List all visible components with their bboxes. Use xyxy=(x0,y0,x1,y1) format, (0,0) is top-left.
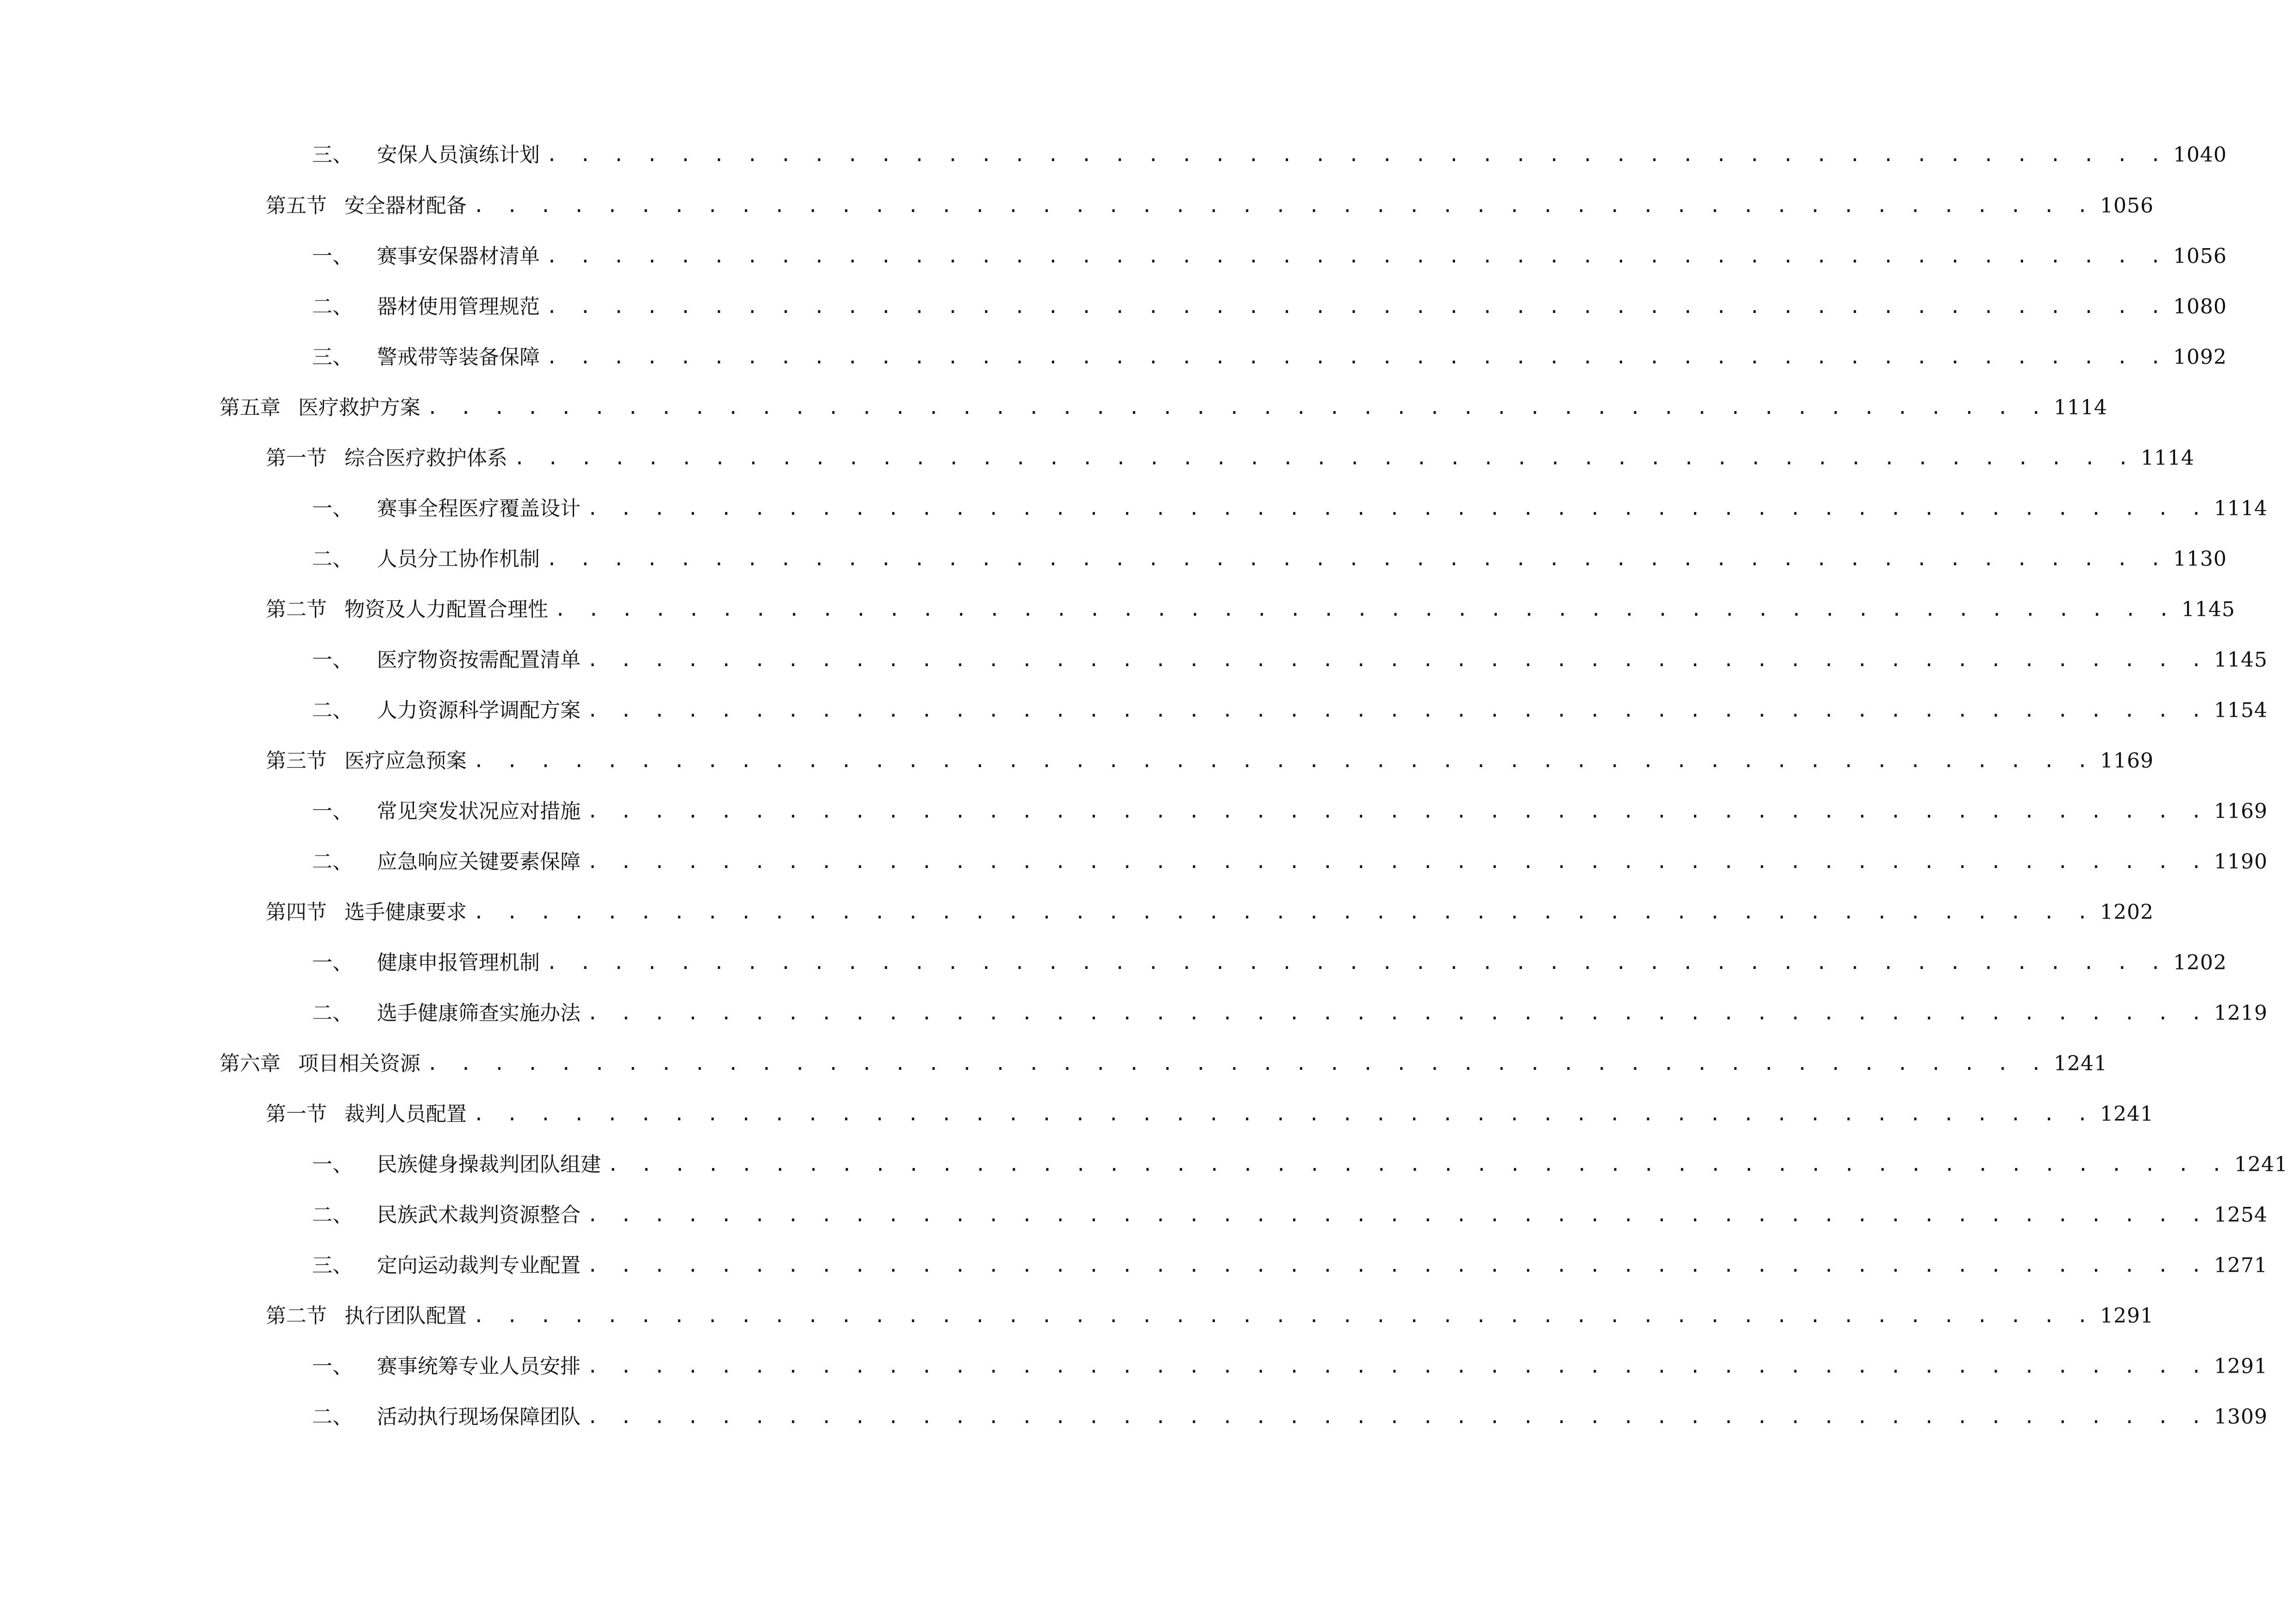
dot-leader: . . . . . . . . . . . . . . . . . . . . . . . . . . . . . . . . . . . . . . . . . . . . . . . . . xyxy=(546,296,2167,318)
toc-entry-number: 一、 xyxy=(312,1355,353,1378)
dot-leader: . . . . . . . . . . . . . . . . . . . . . . . . . . . . . . . . . . . . . . . . . . . . . . . . . xyxy=(473,1305,2094,1327)
toc-entry-number: 第二节 xyxy=(266,598,327,621)
dot-leader: . . . . . . . . . . . . . . . . . . . . . . . . . . . . . . . . . . . . . . . . . . . . . . . . . xyxy=(546,549,2167,570)
toc-entry[interactable] xyxy=(312,541,2227,578)
toc-entry-number: 第二节 xyxy=(266,1304,327,1328)
toc-page-number: 1154 xyxy=(2213,699,2268,722)
toc-entry-title: 医疗应急预案 xyxy=(344,749,467,773)
toc-page-number: 1202 xyxy=(2173,951,2227,974)
toc-entry-title: 物资及人力配置合理性 xyxy=(344,598,548,621)
dot-leader: . . . . . . . . . . . . . . . . . . . . . . . . . . . . . . . . . . . . . . . . . . . . . . . . . xyxy=(546,246,2167,267)
toc-entry-number: 第五章 xyxy=(219,396,281,419)
toc-entry-number: 二、 xyxy=(312,547,353,571)
toc-page-number: 1040 xyxy=(2173,143,2227,167)
toc-entry-number: 二、 xyxy=(312,1405,353,1429)
dot-leader: . . . . . . . . . . . . . . . . . . . . . . . . . . . . . . . . . . . . . . . . . . . . . . . . . xyxy=(473,1104,2094,1125)
toc-page-number: 1056 xyxy=(2173,244,2227,268)
toc-page-number: 1190 xyxy=(2213,850,2268,874)
dot-leader: . . . . . . . . . . . . . . . . . . . . . . . . . . . . . . . . . . . . . . . . . . . . . . . . . xyxy=(587,1205,2207,1226)
toc-entry-title: 民族健身操裁判团队组建 xyxy=(377,1153,601,1176)
toc-page-number: 1241 xyxy=(2100,1102,2154,1126)
toc-page-number: 1130 xyxy=(2173,547,2227,571)
toc-page-number: 1241 xyxy=(2053,1052,2107,1075)
toc-entry[interactable] xyxy=(312,642,2268,679)
toc-entry-title: 警戒带等装备保障 xyxy=(377,345,540,369)
toc-page-number: 1056 xyxy=(2100,194,2154,218)
toc-entry-title: 执行团队配置 xyxy=(344,1304,467,1328)
toc-page-number: 1092 xyxy=(2173,345,2227,369)
dot-leader: . . . . . . . . . . . . . . . . . . . . . . . . . . . . . . . . . . . . . . . . . . . . . . . . . xyxy=(587,1356,2207,1377)
dot-leader: . . . . . . . . . . . . . . . . . . . . . . . . . . . . . . . . . . . . . . . . . . . . . . . . . xyxy=(514,448,2134,469)
toc-page-number: 1291 xyxy=(2213,1355,2268,1378)
toc-entry-number: 三、 xyxy=(312,143,353,167)
dot-leader: . . . . . . . . . . . . . . . . . . . . . . . . . . . . . . . . . . . . . . . . . . . . . . . . . xyxy=(427,1053,2047,1074)
toc-entry[interactable] xyxy=(312,1146,2288,1183)
toc-page-number: 1254 xyxy=(2213,1203,2268,1227)
toc-entry-title: 选手健康筛查实施办法 xyxy=(377,1001,581,1025)
toc-entry-title: 常见突发状况应对措施 xyxy=(377,800,581,823)
toc-page-number: 1309 xyxy=(2213,1405,2268,1429)
toc-entry[interactable] xyxy=(312,1197,2268,1234)
toc-entry[interactable] xyxy=(312,1247,2268,1284)
toc-entry-number: 一、 xyxy=(312,497,353,520)
toc-entry-title: 器材使用管理规范 xyxy=(377,295,540,319)
toc-entry-number: 三、 xyxy=(312,1254,353,1277)
dot-leader: . . . . . . . . . . . . . . . . . . . . . . . . . . . . . . . . . . . . . . . . . . . . . . . . . xyxy=(546,144,2167,166)
toc-page-number: 1241 xyxy=(2234,1153,2288,1176)
dot-leader: . . . . . . . . . . . . . . . . . . . . . . . . . . . . . . . . . . . . . . . . . . . . . . . . . xyxy=(546,347,2167,368)
toc-page-number: 1202 xyxy=(2100,900,2154,924)
toc-entry-title: 项目相关资源 xyxy=(298,1052,420,1075)
toc-page-number: 1145 xyxy=(2213,648,2268,672)
toc-entry[interactable] xyxy=(312,995,2268,1032)
toc-entry[interactable] xyxy=(219,389,2107,426)
toc-entry-number: 二、 xyxy=(312,1001,353,1025)
toc-page-number: 1169 xyxy=(2213,800,2268,823)
toc-entry-title: 赛事统筹专业人员安排 xyxy=(377,1355,581,1378)
toc-entry-title: 活动执行现场保障团队 xyxy=(377,1405,581,1429)
toc-entry-title: 选手健康要求 xyxy=(344,900,467,924)
dot-leader: . . . . . . . . . . . . . . . . . . . . . . . . . . . . . . . . . . . . . . . . . . . . . . . . . xyxy=(587,498,2207,519)
toc-entry-number: 一、 xyxy=(312,244,353,268)
toc-entry-number: 第一节 xyxy=(266,1102,327,1126)
toc-entry-number: 第六章 xyxy=(219,1052,281,1075)
toc-entry-number: 一、 xyxy=(312,951,353,974)
toc-entry-number: 一、 xyxy=(312,1153,353,1176)
dot-leader: . . . . . . . . . . . . . . . . . . . . . . . . . . . . . . . . . . . . . . . . . . . . . . . . . xyxy=(473,750,2094,772)
toc-entry[interactable] xyxy=(312,238,2227,275)
dot-leader: . . . . . . . . . . . . . . . . . . . . . . . . . . . . . . . . . . . . . . . . . . . . . . . . . xyxy=(607,1154,2228,1175)
dot-leader: . . . . . . . . . . . . . . . . . . . . . . . . . . . . . . . . . . . . . . . . . . . . . . . . . xyxy=(473,195,2094,217)
dot-leader: . . . . . . . . . . . . . . . . . . . . . . . . . . . . . . . . . . . . . . . . . . . . . . . . . xyxy=(587,851,2207,873)
toc-entry[interactable] xyxy=(266,591,2235,628)
toc-page-number: 1114 xyxy=(2213,497,2268,520)
toc-entry-title: 定向运动裁判专业配置 xyxy=(377,1254,581,1277)
toc-entry[interactable] xyxy=(312,339,2227,376)
toc-entry[interactable] xyxy=(312,793,2268,830)
toc-page-number: 1145 xyxy=(2181,598,2235,621)
toc-entry-title: 安全器材配备 xyxy=(344,194,467,218)
toc-entry-title: 裁判人员配置 xyxy=(344,1102,467,1126)
toc-entry[interactable] xyxy=(312,843,2268,881)
toc-entry[interactable] xyxy=(266,1096,2154,1133)
toc-entry[interactable] xyxy=(266,1298,2154,1335)
toc-entry-number: 第五节 xyxy=(266,194,327,218)
toc-entry[interactable] xyxy=(312,137,2227,174)
dot-leader: . . . . . . . . . . . . . . . . . . . . . . . . . . . . . . . . . . . . . . . . . . . . . . . . . xyxy=(587,1255,2207,1276)
toc-entry[interactable] xyxy=(266,187,2154,225)
toc-entry-number: 一、 xyxy=(312,800,353,823)
toc-page-number: 1291 xyxy=(2100,1304,2154,1328)
toc-page-number: 1114 xyxy=(2053,396,2107,419)
toc-entry[interactable] xyxy=(312,1348,2268,1385)
dot-leader: . . . . . . . . . . . . . . . . . . . . . . . . . . . . . . . . . . . . . . . . . . . . . . . . . xyxy=(587,1406,2207,1428)
toc-entry-title: 民族武术裁判资源整合 xyxy=(377,1203,581,1227)
toc-entry-number: 第四节 xyxy=(266,900,327,924)
toc-page-number: 1114 xyxy=(2140,446,2194,470)
toc-entry-number: 二、 xyxy=(312,699,353,722)
dot-leader: . . . . . . . . . . . . . . . . . . . . . . . . . . . . . . . . . . . . . . . . . . . . . . . . . xyxy=(473,902,2094,923)
toc-entry-title: 人员分工协作机制 xyxy=(377,547,540,571)
toc-entry[interactable] xyxy=(312,692,2268,729)
toc-entry-number: 一、 xyxy=(312,648,353,672)
toc-entry-title: 医疗物资按需配置清单 xyxy=(377,648,581,672)
toc-entry-title: 赛事全程医疗覆盖设计 xyxy=(377,497,581,520)
toc-entry-title: 人力资源科学调配方案 xyxy=(377,699,581,722)
toc-entry[interactable] xyxy=(312,1399,2268,1436)
toc-entry[interactable] xyxy=(266,440,2194,477)
toc-entry-title: 赛事安保器材清单 xyxy=(377,244,540,268)
toc-entry-number: 二、 xyxy=(312,295,353,319)
dot-leader: . . . . . . . . . . . . . . . . . . . . . . . . . . . . . . . . . . . . . . . . . . . . . . . . . xyxy=(587,700,2207,721)
toc-entry-title: 医疗救护方案 xyxy=(298,396,420,419)
dot-leader: . . . . . . . . . . . . . . . . . . . . . . . . . . . . . . . . . . . . . . . . . . . . . . . . . xyxy=(587,801,2207,822)
toc-entry-number: 第一节 xyxy=(266,446,327,470)
toc-entry[interactable] xyxy=(266,894,2154,931)
toc-page-number: 1219 xyxy=(2213,1001,2268,1025)
dot-leader: . . . . . . . . . . . . . . . . . . . . . . . . . . . . . . . . . . . . . . . . . . . . . . . . . xyxy=(427,397,2047,418)
toc-entry[interactable] xyxy=(312,944,2227,981)
toc-entry-title: 应急响应关键要素保障 xyxy=(377,850,581,874)
toc-entry-title: 安保人员演练计划 xyxy=(377,143,540,167)
toc-entry[interactable] xyxy=(312,288,2227,325)
toc-entry-number: 第三节 xyxy=(266,749,327,773)
dot-leader: . . . . . . . . . . . . . . . . . . . . . . . . . . . . . . . . . . . . . . . . . . . . . . . . . xyxy=(587,1003,2207,1024)
toc-entry-title: 健康申报管理机制 xyxy=(377,951,540,974)
toc-entry-title: 综合医疗救护体系 xyxy=(344,446,507,470)
toc-page-number: 1271 xyxy=(2213,1254,2268,1277)
toc-entry[interactable] xyxy=(312,490,2268,527)
dot-leader: . . . . . . . . . . . . . . . . . . . . . . . . . . . . . . . . . . . . . . . . . . . . . . . . . xyxy=(546,952,2167,974)
toc-entry-number: 三、 xyxy=(312,345,353,369)
toc-entry[interactable] xyxy=(266,743,2154,780)
toc-page-number: 1080 xyxy=(2173,295,2227,319)
toc-entry-number: 二、 xyxy=(312,850,353,874)
toc-entry-number: 二、 xyxy=(312,1203,353,1227)
toc-entry[interactable] xyxy=(219,1045,2107,1082)
dot-leader: . . . . . . . . . . . . . . . . . . . . . . . . . . . . . . . . . . . . . . . . . . . . . . . . . xyxy=(555,599,2175,620)
toc-page-number: 1169 xyxy=(2100,749,2154,773)
dot-leader: . . . . . . . . . . . . . . . . . . . . . . . . . . . . . . . . . . . . . . . . . . . . . . . . . xyxy=(587,650,2207,671)
